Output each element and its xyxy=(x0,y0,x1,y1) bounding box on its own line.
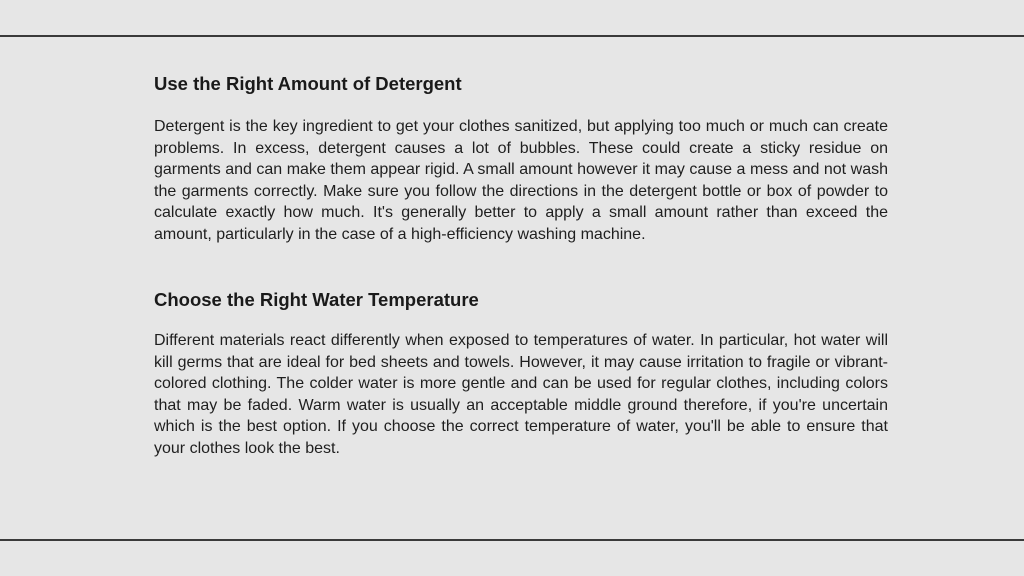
section-heading: Choose the Right Water Temperature xyxy=(154,289,479,310)
section-detergent xyxy=(154,72,888,245)
section-heading: Use the Right Amount of Detergent xyxy=(154,73,462,94)
article-content xyxy=(154,72,888,459)
section-paragraph: Detergent is the key ingredient to get your clothes sanitized, but applying too much or much can create problems. In excess, detergent causes a lot of bubbles. These could create a sticky residue on garments and can make them appear rigid. A small amount however it may cause a mess and not wash the garments correctly. Make sure you follow the directions in the detergent bottle or box of powder to calculate exactly how much. It's generally better to apply a small amount rather than exceed the amount, particularly in the case of a high-efficiency washing machine. xyxy=(154,118,888,243)
bottom-divider xyxy=(0,539,1024,541)
section-water-temperature xyxy=(154,288,888,459)
top-divider xyxy=(0,35,1024,37)
section-paragraph: Different materials react differently when exposed to temperatures of water. In particular, hot water will kill germs that are ideal for bed sheets and towels. However, it may cause irritation to fragile or vibrant-colored clothing. The colder water is more gentle and can be used for regular clothes, including colors that may be faded. Warm water is usually an acceptable middle ground therefore, if you're uncertain which is the best option. If you choose the correct temperature of water, you'll be able to ensure that your clothes look the best. xyxy=(154,332,888,457)
